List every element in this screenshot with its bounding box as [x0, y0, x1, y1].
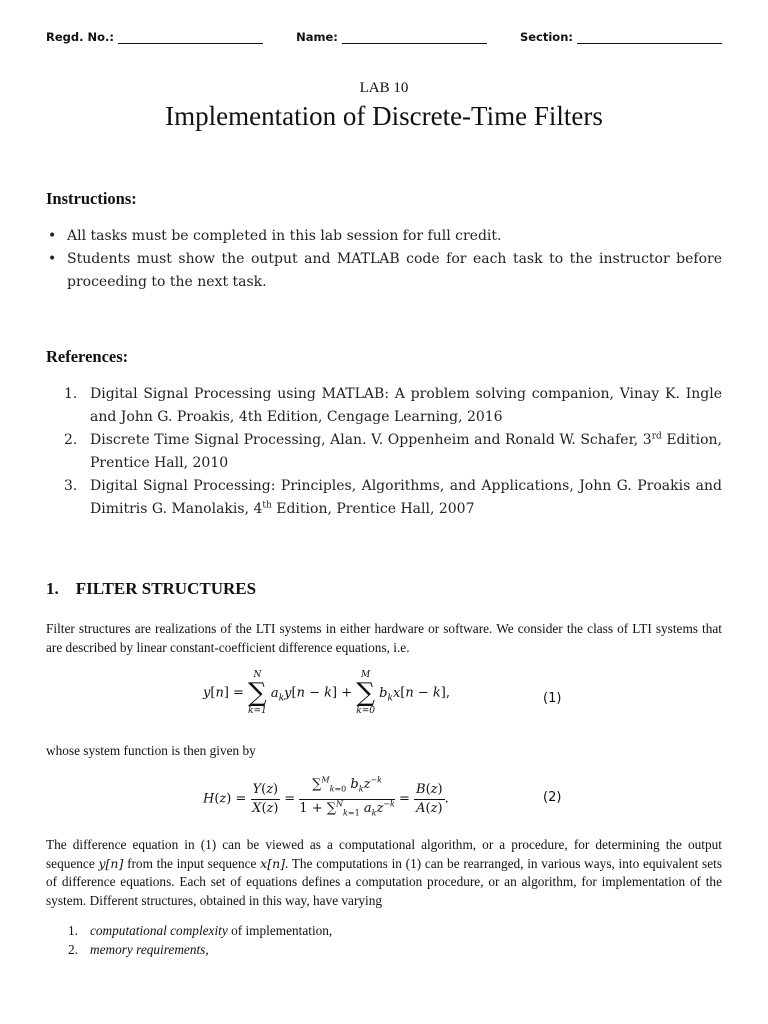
lab-number: LAB 10	[359, 80, 409, 96]
instructions-list	[46, 225, 722, 294]
ref-superscript: th	[262, 500, 272, 511]
list-number: 2.	[68, 942, 78, 957]
regd-no-field	[46, 30, 263, 44]
paragraph	[46, 836, 722, 910]
list-item	[68, 921, 332, 940]
bullet-icon: •	[48, 228, 57, 244]
student-info-header	[46, 30, 722, 44]
references-heading: References:	[46, 347, 129, 366]
ref-text-tail: Edition, Prentice Hall, 2010	[90, 432, 723, 471]
list-item	[64, 383, 722, 429]
section-field	[520, 30, 722, 44]
ref-text: Digital Signal Processing: Principles, Algorithms, and Applications, John G. Proakis and Dimitris G. Manolakis, 4	[90, 478, 722, 517]
list-item-text: of implementation,	[227, 923, 333, 938]
list-item	[46, 225, 722, 248]
paragraph: whose system function is then given by	[46, 743, 256, 758]
section-heading: 1. FILTER STRUCTURES	[46, 579, 257, 598]
list-item-emphasis: computational complexity	[90, 923, 228, 938]
paragraph: Filter structures are realizations of the LTI systems in either hardware or software. We consider the class of LTI systems that are described by linear constant-coefficient difference equations, i.e.	[46, 621, 722, 655]
name-blank	[342, 32, 487, 44]
ref-text-tail: Edition, Prentice Hall, 2007	[271, 501, 475, 517]
equation-1-number: (1)	[543, 691, 562, 706]
section-blank	[577, 32, 722, 44]
ref-superscript: rd	[651, 431, 662, 442]
list-item	[64, 429, 722, 475]
paragraph-text: The difference equation in (1) can be viewed as a computational algorithm, or a procedure, for determining the output sequence	[46, 837, 722, 871]
inline-math: x[n]	[260, 855, 285, 871]
structure-properties-list	[68, 921, 332, 959]
ref-text: Discrete Time Signal Processing, Alan. V. Oppenheim and Ronald W. Schafer, 3	[90, 432, 652, 448]
equation-1: y[n] = N ∑ k=1 $a_ky[n - k]$ + M ∑ k=0 $b_kx[n - k]$,	[203, 670, 451, 716]
name-field	[296, 30, 487, 44]
list-item-emphasis: memory requirements,	[90, 942, 209, 957]
regd-no-label: Regd. No.:	[46, 30, 114, 44]
regd-no-blank	[118, 32, 263, 44]
references-list	[64, 383, 722, 521]
instruction-text: Students must show the output and MATLAB code for each task to the instructor before proceeding to the next task.	[67, 251, 722, 290]
ref-number: 2.	[64, 432, 78, 448]
page-title: Implementation of Discrete-Time Filters	[165, 101, 603, 131]
paragraph-text: . The computations in (1) can be rearranged, in various ways, into equivalent sets of difference equations. Each set of equations defines a computation procedure, or an algorithm, for implementation of the system. Different structures, obtained in this way, have varying	[46, 855, 723, 908]
list-number: 1.	[68, 923, 78, 938]
instructions-heading: Instructions:	[46, 189, 137, 208]
name-label: Name:	[296, 30, 338, 44]
bullet-icon: •	[48, 251, 57, 267]
equation-2: H(z) = $\frac{Y(z)}{X(z)}$ = $\frac{\sum^M_{k=0} b_kz^{-k}}{1 + \sum^N_{k=1} a_kz^{-k}}$ = $\frac{B(z)}{A(z)}$ .	[203, 775, 449, 818]
paragraph-text: from the input sequence	[123, 855, 261, 871]
equation-2-number: (2)	[543, 790, 562, 805]
instruction-text: All tasks must be completed in this lab session for full credit.	[67, 228, 502, 244]
inline-math: y[n]	[98, 855, 124, 871]
ref-number: 1.	[64, 386, 78, 402]
list-item	[64, 475, 722, 521]
ref-number: 3.	[64, 478, 78, 494]
list-item	[46, 248, 722, 294]
ref-text: Digital Signal Processing using MATLAB: A problem solving companion, Vinay K. Ingle and John G. Proakis, 4th Edition, Cengage Learning, 2016	[90, 386, 722, 425]
section-label: Section:	[519, 30, 573, 44]
list-item	[68, 940, 332, 959]
